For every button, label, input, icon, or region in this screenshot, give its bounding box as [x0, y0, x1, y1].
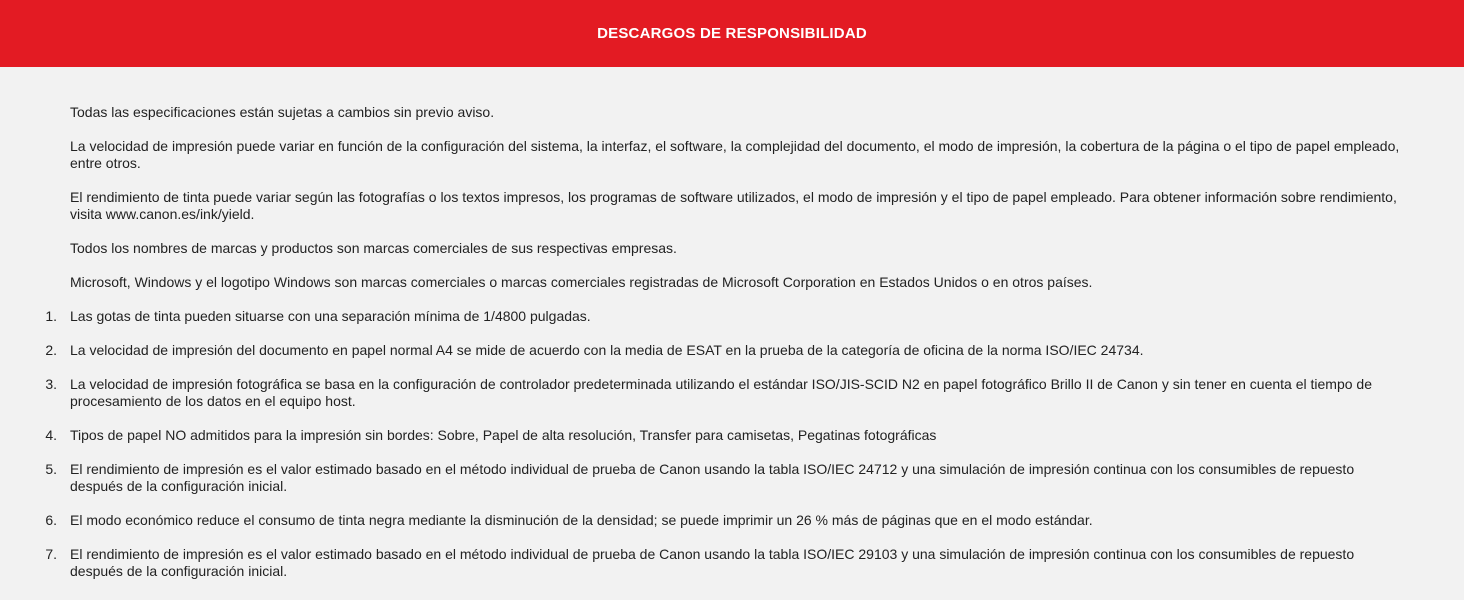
footnote-number: 6.	[45, 512, 57, 528]
footnote-text: La velocidad de impresión del documento en papel normal A4 se mide de acuerdo con la media de ESAT en la prueba de la categoría de oficina de la norma ISO/IEC 24734.	[70, 342, 1144, 358]
footnote-item	[45, 342, 1400, 359]
disclaimer-header	[0, 0, 1464, 67]
footnote-item	[45, 308, 1400, 325]
footnote-text: Tipos de papel NO admitidos para la impresión sin bordes: Sobre, Papel de alta resolución, Transfer para camisetas, Pegatinas fotográficas	[70, 427, 937, 443]
footnote-item	[45, 461, 1400, 495]
footnote-item	[45, 427, 1400, 444]
disclaimer-paragraph: El rendimiento de tinta puede variar según las fotografías o los textos impresos, los programas de software utilizados, el modo de impresión y el tipo de papel empleado. Para obtener información sobre rendimiento, visita www.canon.es/ink/yield.	[70, 189, 1397, 222]
disclaimer-paragraph: Todos los nombres de marcas y productos son marcas comerciales de sus respectivas empresas.	[70, 240, 677, 256]
disclaimer-paragraph: Microsoft, Windows y el logotipo Windows son marcas comerciales o marcas comerciales registradas de Microsoft Corporation en Estados Unidos o en otros países.	[70, 274, 1093, 290]
footnote-text: La velocidad de impresión fotográfica se basa en la configuración de controlador predeterminada utilizando el estándar ISO/JIS-SCID N2 en papel fotográfico Brillo II de Canon y sin tener en cuenta el tiempo de procesamiento de los datos en el equipo host.	[70, 376, 1372, 409]
footnote-text: El modo económico reduce el consumo de tinta negra mediante la disminución de la densidad; se puede imprimir un 26 % más de páginas que en el modo estándar.	[70, 512, 1093, 528]
disclaimer-paragraph: Todas las especificaciones están sujetas a cambios sin previo aviso.	[70, 104, 495, 120]
footnote-text: Las gotas de tinta pueden situarse con una separación mínima de 1/4800 pulgadas.	[70, 308, 591, 324]
footnote-text: El rendimiento de impresión es el valor estimado basado en el método individual de prueba de Canon usando la tabla ISO/IEC 29103 y una simulación de impresión continua con los consumibles de repuesto después de la configuración inicial.	[70, 546, 1355, 579]
footnote-number: 1.	[45, 308, 57, 324]
footnote-number: 5.	[45, 461, 57, 477]
footnote-item	[45, 546, 1400, 580]
footnote-number: 4.	[45, 427, 57, 443]
disclaimer-paragraph: La velocidad de impresión puede variar en función de la configuración del sistema, la interfaz, el software, la complejidad del documento, el modo de impresión, la cobertura de la página o el tipo de papel empleado, entre otros.	[70, 138, 1400, 171]
footnote-number: 2.	[45, 342, 57, 358]
header-title: DESCARGOS DE RESPONSIBILIDAD	[597, 25, 867, 42]
disclaimer-content	[0, 67, 1464, 580]
footnote-number: 7.	[45, 546, 57, 562]
footnote-item	[45, 376, 1400, 410]
footnote-item	[45, 512, 1400, 529]
footnote-text: El rendimiento de impresión es el valor estimado basado en el método individual de prueba de Canon usando la tabla ISO/IEC 24712 y una simulación de impresión continua con los consumibles de repuesto después de la configuración inicial.	[70, 461, 1355, 494]
footnote-number: 3.	[45, 376, 57, 392]
